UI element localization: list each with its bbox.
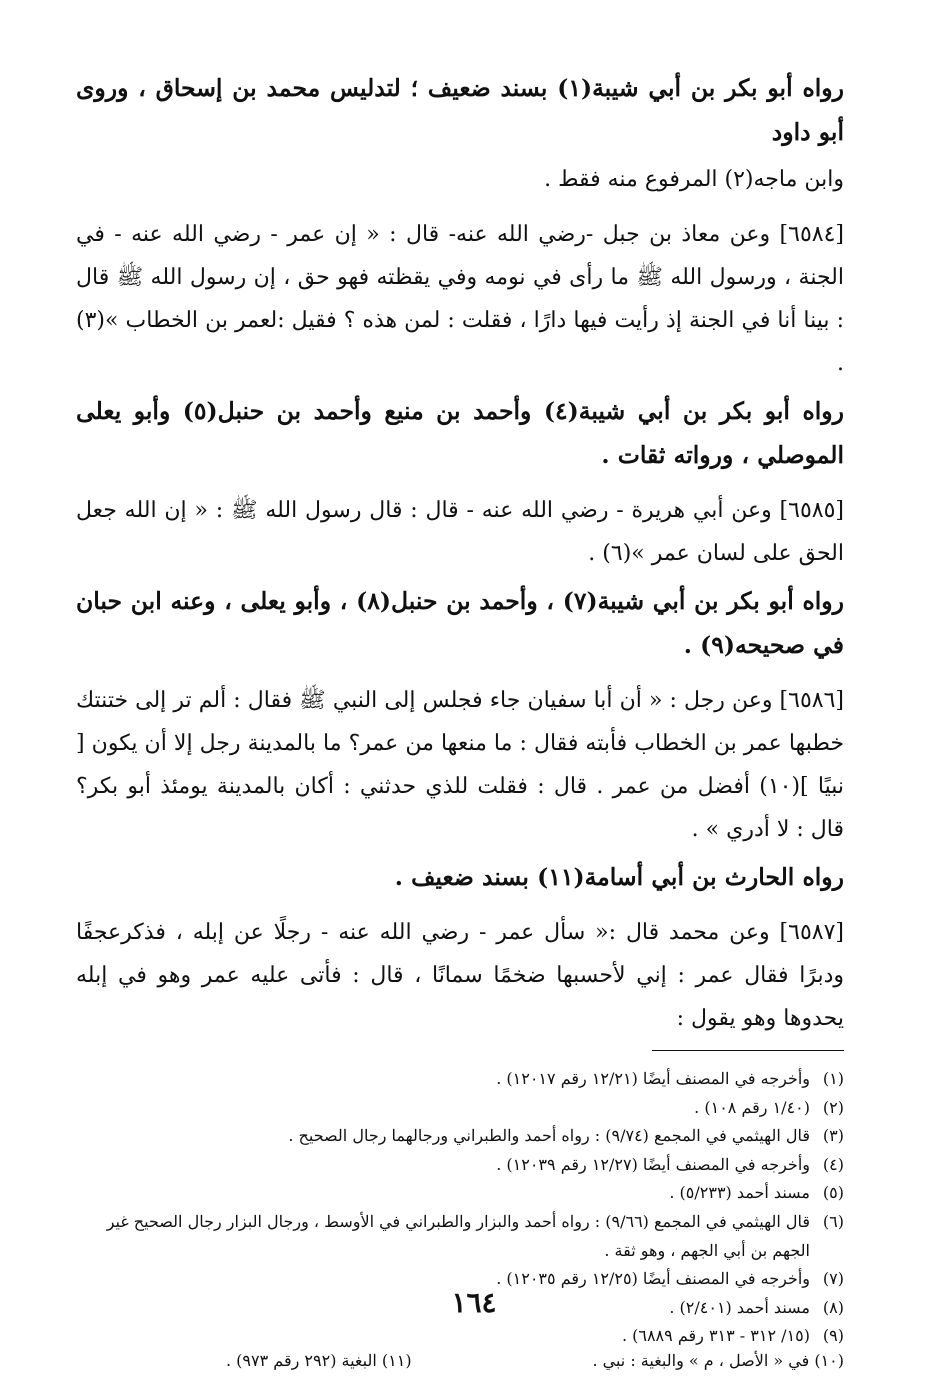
narration-paragraph: رواه أبو بكر بن أبي شيبة(٧) ، وأحمد بن حنبل(٨) ، وأبو يعلى ، وعنه ابن حبان في صحيحه(٩) .	[76, 587, 844, 659]
footnote-number: (٩)	[822, 1326, 844, 1346]
hadith-paragraph: [٦٥٨٥] وعن أبي هريرة - رضي الله عنه - قال : قال رسول الله ﷺ : « إن الله جعل الحق على لسان عمر »(٦) .	[76, 498, 844, 566]
footnote	[76, 1065, 844, 1094]
footnote-number: (٢)	[822, 1097, 844, 1117]
footnote-text: وأخرجه في المصنف أيضًا (١٢/٢٥ رقم ١٢٠٣٥) .	[496, 1269, 810, 1289]
footnote-text: مسند أحمد (٢/٤٠١) .	[669, 1297, 810, 1317]
narration-paragraph: رواه أبو بكر بن أبي شيبة(١) بسند ضعيف ؛ لتدليس محمد بن إسحاق ، وروى أبو داود	[76, 74, 844, 146]
footnote-text: (١/٤٠ رقم ١٠٨) .	[694, 1097, 810, 1117]
footnote	[76, 1179, 844, 1208]
narration-paragraph: رواه أبو بكر بن أبي شيبة(٤) وأحمد بن منيع وأحمد بن حنبل(٥) وأبو يعلى الموصلي ، ورواته ثقات .	[76, 397, 844, 469]
page-number: ١٦٤	[451, 1286, 497, 1319]
footnote	[76, 1208, 844, 1265]
footnote	[76, 1322, 844, 1351]
footnote-11: (١١) البغية (٢٩٢ رقم ٩٧٣) .	[226, 1350, 412, 1370]
footnote-number: (٧)	[822, 1269, 844, 1289]
footnote-10: (١٠) في « الأصل ، م » والبغية : نبي .	[592, 1350, 844, 1370]
narration-paragraph: رواه الحارث بن أبي أسامة(١١) بسند ضعيف .	[394, 863, 844, 891]
hadith-paragraph: [٦٥٨٦] وعن رجل : « أن أبا سفيان جاء فجلس إلى النبي ﷺ فقال : ألم تر إلى ختنتك خطبها عمر بن الخطاب فأبته فقال : ما منعها من عمر؟ ما بالمدينة رجل إلا أن يكون [ نبيًا ](١٠) أفضل من عمر . قال : فقلت للذي حدثني : أكان بالمدينة يومئذ أبو بكر؟ قال : لا أدري » .	[76, 688, 844, 842]
footnote-separator	[652, 1050, 844, 1051]
footnote	[76, 1094, 844, 1123]
footnote-text: وأخرجه في المصنف أيضًا (١٢/٢١ رقم ١٢٠١٧) .	[496, 1069, 810, 1088]
footnote-number: (٤)	[822, 1154, 844, 1174]
hadith-paragraph: [٦٥٨٤] وعن معاذ بن جبل -رضي الله عنه- قال : « إن عمر - رضي الله عنه - في الجنة ، ورسول الله ﷺ ما رأى في نومه وفي يقظته فهو حق ، إن رسول الله ﷺ قال : بينا أنا في الجنة إذ رأيت فيها دارًا ، فقلت : لمن هذه ؟ فقيل :لعمر بن الخطاب »(٣) .	[76, 222, 844, 376]
footnote-pair	[76, 1351, 844, 1370]
footnote-text: قال الهيثمي في المجمع (٩/٧٤) : رواه أحمد والطبراني ورجالهما رجال الصحيح .	[288, 1126, 810, 1146]
hadith-paragraph: [٦٥٨٧] وعن محمد قال :« سأل عمر - رضي الله عنه - رجلًا عن إبله ، فذكرعجفًا ودبرًا فقال عمر : إني لأحسبها ضخمًا سمانًا ، قال : فأتى عليه عمر وهو في إبله يحدوها وهو يقول :	[76, 920, 844, 1031]
footnote-number: (٥)	[822, 1183, 844, 1203]
main-text	[76, 66, 844, 1040]
footnote	[76, 1122, 844, 1151]
footnote-number: (١)	[822, 1069, 844, 1088]
footnote	[76, 1151, 844, 1180]
footnote-number: (٨)	[822, 1297, 844, 1317]
footnote-text: وأخرجه في المصنف أيضًا (١٢/٢٧ رقم ١٢٠٣٩) .	[496, 1154, 810, 1174]
footnote-number: (٦)	[822, 1211, 844, 1231]
footnote-number: (٣)	[822, 1126, 844, 1146]
footnote-text: (١٥/ ٣١٢ - ٣١٣ رقم ٦٨٨٩) .	[621, 1326, 810, 1346]
footnote-text: قال الهيثمي في المجمع (٩/٦٦) : رواه أحمد والبزار والطبراني في الأوسط ، ورجال البزار رجال الصحيح غير الجهم بن أبي الجهم ، وهو ثقة .	[106, 1211, 810, 1260]
text-line: وابن ماجه(٢) المرفوع منه فقط .	[544, 167, 844, 192]
footnote-text: مسند أحمد (٥/٢٣٣) .	[669, 1183, 810, 1203]
